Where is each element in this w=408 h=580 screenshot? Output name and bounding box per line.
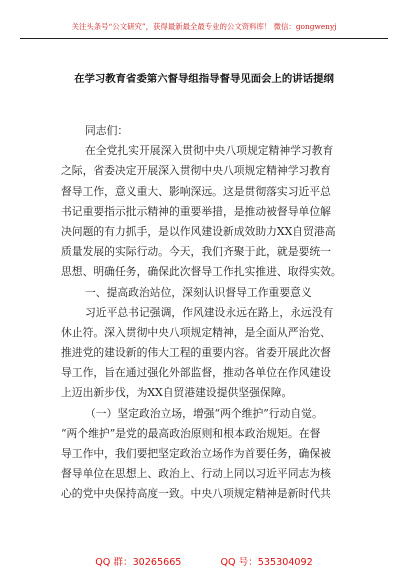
body-line: （一）坚定政治立场，增强“两个维护”行动自觉。 (85, 406, 323, 420)
body-line: 决问题的有力抓手，是以作风建设新成效助力XX自贸港高 (61, 224, 336, 238)
body-line: 督导工作，意义重大、影响深远。这是贯彻落实习近平总 (61, 184, 331, 198)
body-line: 推进党的建设新的伟大工程的重要内容。省委开展此次督 (61, 346, 331, 360)
document-body (61, 121, 349, 505)
document-title: 在学习教育省委第六督导组指导督导见面会上的讲话提纲 (74, 73, 334, 85)
body-line: 导工作中，我们要把坚定政治立场作为首要任务，确保被 (61, 447, 331, 460)
page-header (20, 18, 388, 39)
body-line: 质量发展的实际行动。今天，我们齐聚于此，就是要统一 (61, 245, 331, 259)
body-line: 书记重要指示批示精神的重要举措，是推动被督导单位解 (61, 204, 331, 218)
body-line: 一、提高政治站位，深刻认识督导工作重要意义 (85, 285, 312, 299)
footer-qq-group: QQ 群：30265665 (95, 557, 182, 568)
header-promo-text: 关注头条号“公文研究”，获得最新最全最专业的公文资料库！ 微信：gongwenyj (71, 22, 337, 31)
page-footer (0, 554, 408, 568)
body-line: 习近平总书记强调，作风建设永远在路上，永远没有 (85, 305, 334, 319)
body-line: 思想、明确任务，确保此次督导工作扎实推进、取得实效。 (61, 265, 342, 279)
body-line: 休止符。深入贯彻中央八项规定精神，是全面从严治党、 (61, 325, 331, 339)
body-line: 导工作，旨在通过强化外部监督，推动各单位在作风建设 (61, 366, 331, 380)
footer-qq-number: QQ 号：535304092 (220, 557, 313, 568)
body-line: 督导单位在思想上、政治上、行动上同以习近平同志为核 (61, 467, 331, 481)
body-line: “两个维护”是党的最高政治原则和根本政治规矩。在督 (61, 426, 321, 440)
body-line: 在全党扎实开展深入贯彻中央八项规定精神学习教育 (85, 144, 334, 158)
body-line: 上迈出新步伐，为XX自贸港建设提供坚强保障。 (61, 386, 293, 400)
body-line: 之际，省委决定开展深入贯彻中央八项规定精神学习教育 (61, 164, 331, 178)
body-line: 同志们： (85, 124, 129, 137)
body-line: 心的党中央保持高度一致。中央八项规定精神是新时代共 (61, 487, 331, 501)
